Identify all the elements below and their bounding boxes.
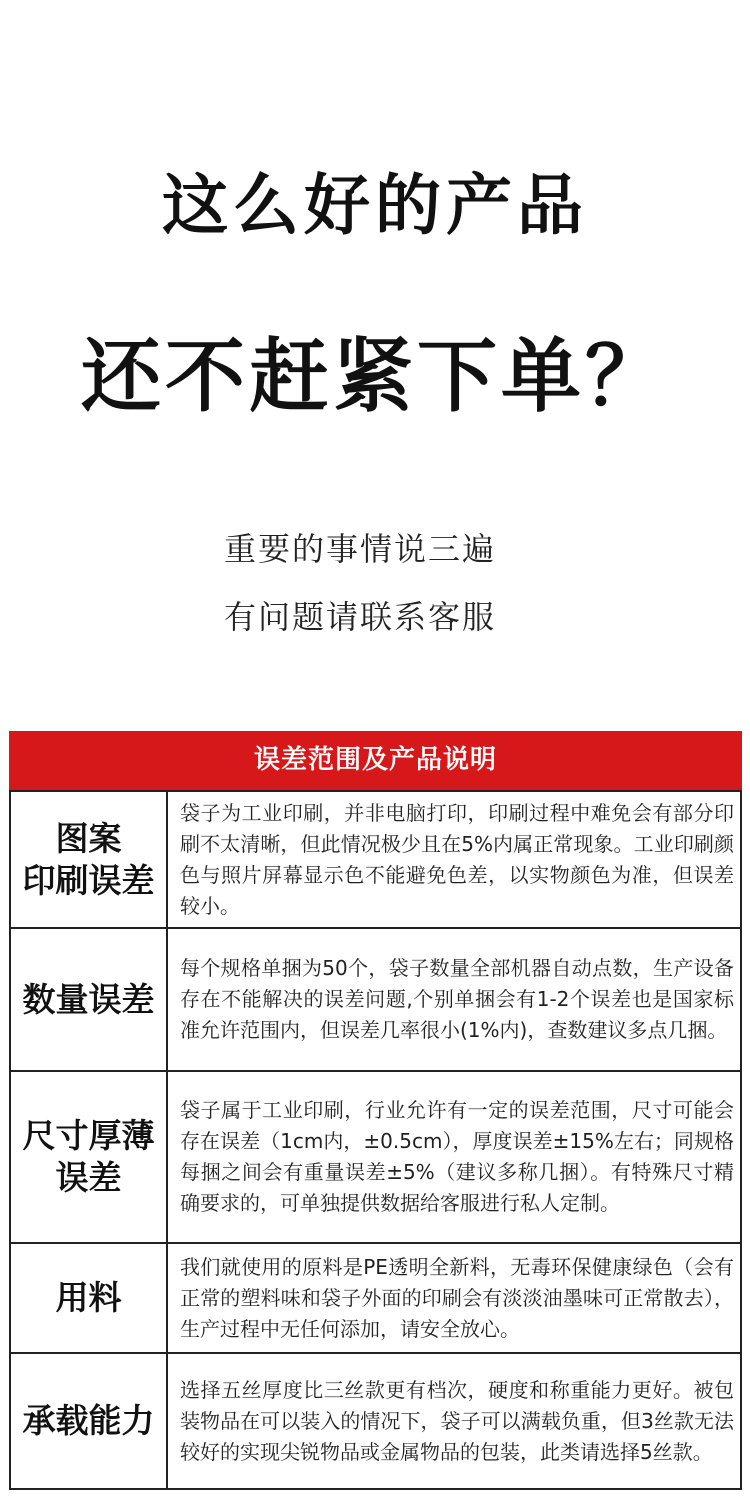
spec-table <box>9 790 742 1490</box>
table-row <box>10 1071 741 1243</box>
row-label-material <box>10 1243 167 1353</box>
table-row <box>10 791 741 928</box>
table-header: 误差范围及产品说明 <box>9 731 742 790</box>
row-description-material: 我们就使用的原料是PE透明全新料，无毒环保健康绿色（会有正常的塑料味和袋子外面的印刷会有淡淡油墨味可正常散去），生产过程中无任何添加，请安全放心。 <box>167 1243 741 1353</box>
row-label-print-error <box>10 791 167 928</box>
row-label-size-thickness-error <box>10 1071 167 1243</box>
row-description-print-error: 袋子为工业印刷，并非电脑打印，印刷过程中难免会有部分印刷不太清晰，但此情况极少且在5%内属正常现象。工业印刷颜色与照片屏幕显示色不能避免色差，以实物颜色为准，但误差较小。 <box>167 791 741 928</box>
subtitle-line-1: 重要的事情说三遍 <box>223 530 496 568</box>
row-description-quantity-error: 每个规格单捆为50个，袋子数量全部机器自动点数，生产设备存在不能解决的误差问题,个别单捆会有1-2个误差也是国家标准允许范围内，但误差几率很小(1%内)，查数建议多点几捆。 <box>167 928 741 1071</box>
row-label-line: 尺寸厚薄 <box>22 1116 155 1155</box>
row-description-size-thickness-error: 袋子属于工业印刷，行业允许有一定的误差范围，尺寸可能会存在误差（1cm内，±0.5cm），厚度误差±15%左右；同规格每捆之间会有重量误差±5%（建议多称几捆）。有特殊尺寸精确要求的，可单独提供数据给客服进行私人定制。 <box>167 1071 741 1243</box>
row-label-load-capacity <box>10 1353 167 1489</box>
row-label-line: 承载能力 <box>22 1401 155 1440</box>
headline-line-1: 这么好的产品 <box>162 167 588 244</box>
row-label-line: 误差 <box>55 1158 122 1197</box>
headline-line-2: 还不赶紧下单？ <box>81 330 669 423</box>
table-row <box>10 1243 741 1353</box>
row-label-line: 用料 <box>55 1278 122 1317</box>
row-label-line: 数量误差 <box>22 979 155 1019</box>
table-row <box>10 1353 741 1489</box>
row-label-quantity-error <box>10 928 167 1071</box>
row-description-load-capacity: 选择五丝厚度比三丝款更有档次，硬度和称重能力更好。被包装物品在可以装入的情况下，袋子可以满载负重，但3丝款无法较好的实现尖锐物品或金属物品的包装，此类请选择5丝款。 <box>167 1353 741 1489</box>
table-row <box>10 928 741 1071</box>
row-label-line: 图案 <box>55 818 122 858</box>
subtitle-line-2: 有问题请联系客服 <box>223 598 496 636</box>
row-label-line: 印刷误差 <box>22 860 155 900</box>
